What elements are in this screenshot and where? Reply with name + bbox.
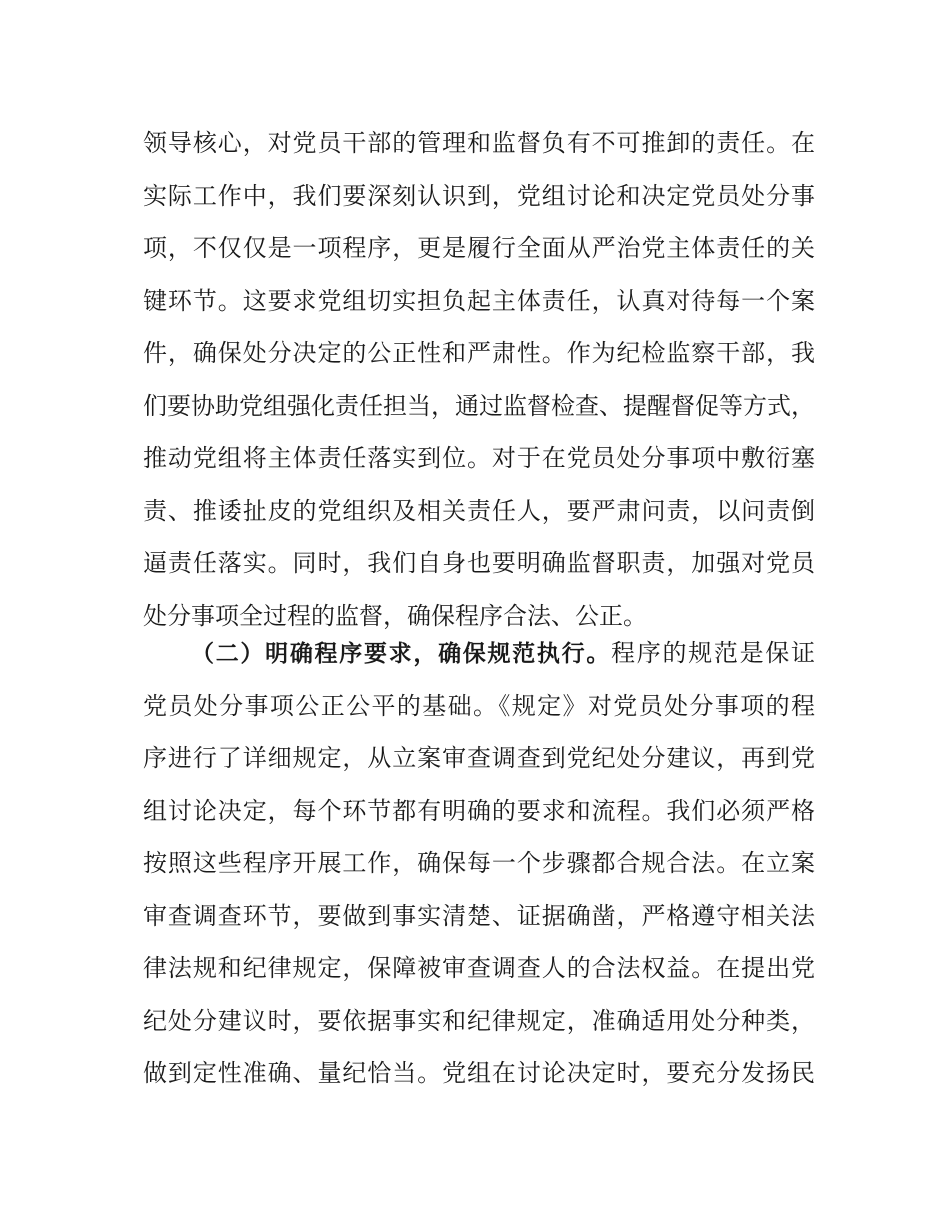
text-line: 项，不仅仅是一项程序，更是履行全面从严治党主体责任的关 [143,234,815,262]
text-line: 们要协助党组强化责任担当，通过监督检查、提醒督促等方式， [143,391,815,420]
text-line: 党员处分事项公正公平的基础。《规定》对党员处分事项的程 [143,691,815,720]
text-line: 责、推诿扯皮的党组织及相关责任人，要严肃问责，以问责倒 [143,496,815,525]
text-line: 件，确保处分决定的公正性和严肃性。作为纪检监察干部，我 [143,339,815,367]
text-line: 按照这些程序开展工作，确保每一个步骤都合规合法。在立案 [143,849,815,877]
text-line: 审查调查环节，要做到事实清楚、证据确凿，严格遵守相关法 [143,901,815,930]
paragraph-1 [143,117,815,642]
section-first-line [143,627,815,680]
paragraph-2 [143,627,815,1100]
text-line: 纪处分建议时，要依据事实和纪律规定，准确适用处分种类， [143,1006,815,1035]
text-line: 组讨论决定，每个环节都有明确的要求和流程。我们必须严格 [143,796,815,825]
text-line: 做到定性准确、量纪恰当。党组在讨论决定时，要充分发扬民 [143,1059,815,1087]
section-first-line-text: 程序的规范是保证 [611,639,816,667]
text-line: 逼责任落实。同时，我们自身也要明确监督职责，加强对党员 [143,549,815,577]
text-line: 序进行了详细规定，从立案审查调查到党纪处分建议，再到党 [143,744,815,772]
text-line: 键环节。这要求党组切实担负起主体责任，认真对待每一个案 [143,286,815,315]
text-line: 领导核心，对党员干部的管理和监督负有不可推卸的责任。在 [143,129,815,157]
text-line: 推动党组将主体责任落实到位。对于在党员处分事项中敷衍塞 [143,444,815,472]
text-line: 实际工作中，我们要深刻认识到，党组讨论和决定党员处分事 [143,181,815,210]
section-heading: （二）明确程序要求，确保规范执行。 [191,641,612,667]
text-line: 处分事项全过程的监督，确保程序合法、公正。 [143,601,647,630]
text-line: 律法规和纪律规定，保障被审查调查人的合法权益。在提出党 [143,954,815,982]
